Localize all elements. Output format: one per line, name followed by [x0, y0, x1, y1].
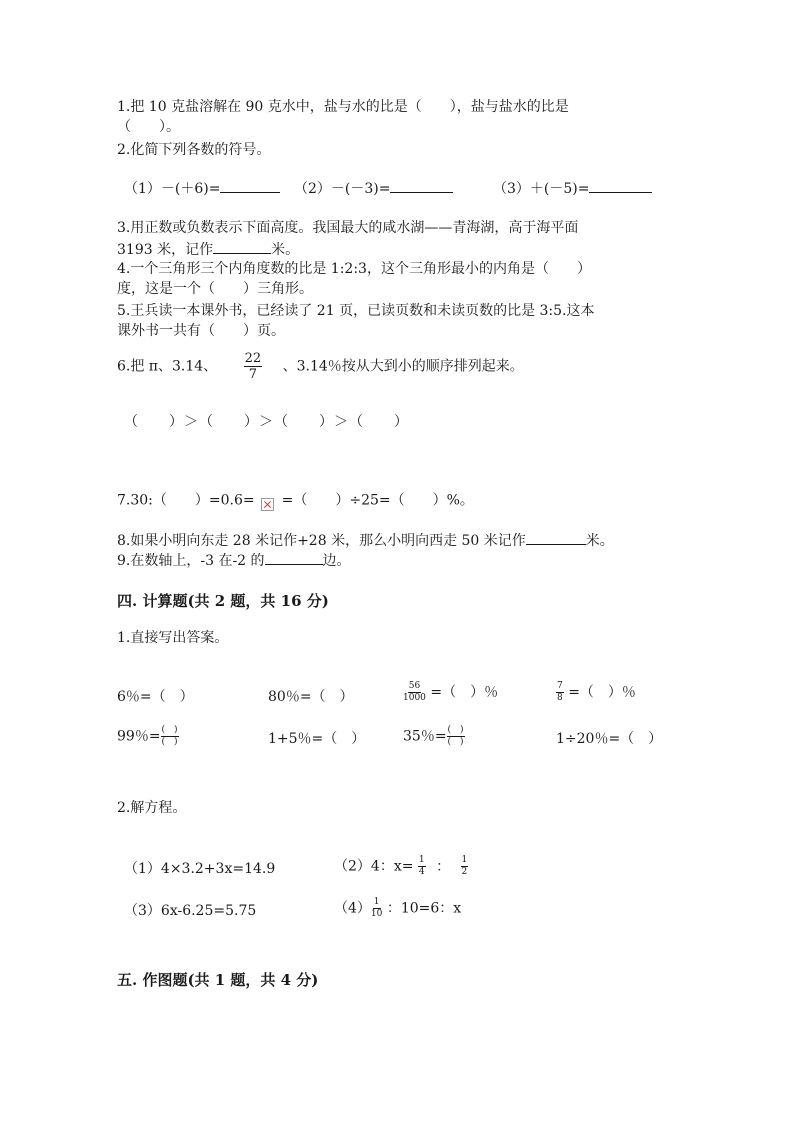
equation-2-pre: （2）4：x= [334, 858, 414, 875]
calc-r1c1: 6％=（ ） [117, 689, 194, 705]
q6-pre: 6.把 π、3.14、 [117, 358, 218, 375]
section-4-title: 四. 计算题(共 2 题，共 16 分) [117, 592, 329, 610]
q2-item-2 [294, 178, 453, 198]
q8-pre: 8.如果小明向东走 28 米记作+28 米，那么小明向西走 50 米记作 [117, 533, 526, 549]
fraction-numerator: 1 [418, 855, 425, 865]
fraction-numerator: ( ) [447, 725, 464, 735]
q6-post: 、3.14％按从大到小的顺序排列起来。 [282, 358, 524, 375]
q1-line2: （ ）。 [117, 119, 180, 135]
calc-r2c1 [117, 726, 179, 747]
equation-2-fraction-b [461, 856, 469, 877]
q6-fraction [244, 352, 263, 381]
fraction-numerator: 7 [557, 681, 563, 691]
equation-3: （3）6x-6.25=5.75 [124, 903, 257, 919]
calc-r2c1-pre: 99％= [117, 728, 161, 745]
q5-line1: 5.王兵读一本课外书，已经读了 21 页，已读页数和未读页数的比是 3:5.这本 [117, 303, 595, 319]
calc-r1c3 [403, 682, 498, 703]
q2-item-1-text: （1）－(＋6)= [124, 181, 221, 197]
fraction-numerator: 1 [461, 855, 468, 865]
q3-line2-post: 米。 [271, 242, 300, 258]
calc-r2c2: 1+5％=（ ） [268, 731, 366, 747]
q7-line [117, 490, 474, 511]
calc-r1c4-post: =（ ）％ [568, 684, 636, 701]
fraction-numerator: 22 [244, 351, 262, 366]
q5-line2: 课外书一共有（ ）页。 [117, 323, 285, 339]
fraction-denominator: 2 [461, 867, 468, 877]
section-4-sub2: 2.解方程。 [117, 800, 187, 816]
q6-order-blanks: （ ）＞（ ）＞（ ）＞（ ） [124, 414, 409, 430]
q2-item-3 [493, 178, 652, 198]
equation-1: （1）4×3.2+3x=14.9 [124, 861, 276, 877]
equation-4-post: ：10=6：x [386, 900, 462, 917]
q3-line1: 3.用正数或负数表示下面高度。我国最大的咸水湖——青海湖，高于海平面 [117, 220, 579, 236]
q1-line1: 1.把 10 克盐溶解在 90 克水中，盐与水的比是（ ），盐与盐水的比是 [117, 99, 569, 115]
fraction-numerator: ( ) [161, 725, 178, 735]
calc-r2c3 [403, 726, 465, 747]
q3-line2 [117, 239, 299, 259]
calc-r2c3-fraction [447, 726, 465, 747]
section-4-sub1: 1.直接写出答案。 [117, 630, 229, 646]
q9-post: 边。 [322, 553, 351, 569]
q2-item-2-text: （2）－(－3)= [294, 181, 391, 197]
calc-r2c1-fraction [161, 726, 179, 747]
q4-line2: 度，这是一个（ ）三角形。 [117, 281, 313, 297]
q2-title: 2.化简下列各数的符号。 [117, 142, 271, 158]
answer-blank[interactable] [589, 178, 652, 193]
answer-blank[interactable] [220, 178, 280, 193]
fraction-denominator: 7 [248, 367, 258, 382]
fraction-denominator: 4 [418, 867, 425, 877]
equation-4 [334, 898, 461, 919]
calc-r1c2: 80％=（ ） [268, 689, 354, 705]
q6-line [117, 352, 524, 381]
q7-post: =（ ）÷25=（ ）%。 [281, 492, 474, 509]
equation-4-pre: （4） [334, 900, 371, 917]
equation-2-fraction-a [418, 856, 426, 877]
q3-line2-pre: 3193 米，记作 [117, 242, 214, 258]
equation-2-colon: ： [436, 858, 451, 875]
equation-4-fraction [371, 898, 382, 919]
broken-image-icon [261, 498, 274, 511]
answer-blank[interactable] [213, 239, 271, 254]
section-5-title: 五. 作图题(共 1 题，共 4 分) [117, 971, 319, 989]
fraction-denominator: 10 [370, 909, 383, 919]
fraction-denominator: ( ) [161, 737, 178, 747]
calc-r1c4 [556, 682, 636, 703]
q2-item-3-text: （3）＋(－5)= [493, 181, 590, 197]
fraction-denominator: ( ) [447, 737, 464, 747]
q8-post: 米。 [585, 533, 614, 549]
fraction-denominator: 8 [557, 693, 563, 703]
fraction-denominator: 1000 [403, 693, 426, 703]
q9-pre: 9.在数轴上，-3 在-2 的 [117, 553, 265, 569]
answer-blank[interactable] [265, 550, 323, 565]
answer-blank[interactable] [390, 178, 453, 193]
q9-line [117, 550, 351, 570]
fraction-numerator: 1 [373, 897, 380, 907]
q7-pre: 7.30:（ ）=0.6= [117, 492, 255, 509]
q4-line1: 4.一个三角形三个内角度数的比是 1:2:3，这个三角形最小的内角是（ ） [117, 261, 591, 277]
answer-blank[interactable] [526, 530, 586, 545]
q2-item-1 [124, 178, 280, 198]
calc-r2c3-pre: 35％= [403, 728, 447, 745]
equation-2 [334, 856, 468, 877]
calc-r1c4-fraction [556, 682, 564, 703]
calc-r1c3-fraction [403, 682, 426, 703]
calc-r2c4: 1÷20％=（ ） [556, 731, 663, 747]
fraction-numerator: 56 [408, 681, 421, 691]
calc-r1c3-post: =（ ）％ [430, 684, 499, 701]
q8-line [117, 530, 614, 550]
